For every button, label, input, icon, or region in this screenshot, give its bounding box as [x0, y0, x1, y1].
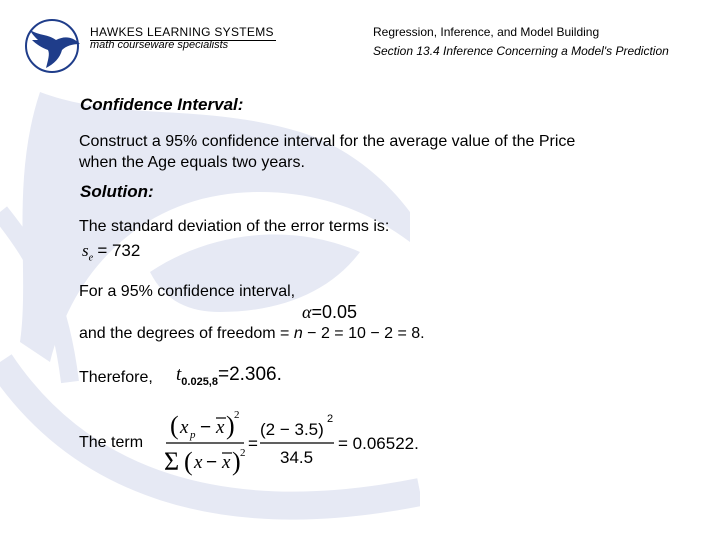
formula-den-power: 2	[240, 447, 246, 459]
t-value: =2.306.	[217, 364, 282, 385]
formula-den-right: x	[222, 452, 231, 473]
formula-sum: Σ	[164, 447, 180, 476]
section-title: Section 13.4 Inference Concerning a Model's Prediction	[373, 44, 669, 58]
alpha-symbol: α	[302, 302, 312, 322]
prompt-line-2: when the Age equals two years.	[79, 154, 305, 171]
df-n: n	[293, 325, 303, 342]
std-dev-text: The standard deviation of the error terms is:	[79, 218, 390, 235]
formula-den-left: x	[194, 452, 203, 473]
leverage-formula	[160, 405, 440, 477]
hawkes-eagle-logo-icon	[24, 18, 82, 74]
t-symbol: t	[176, 364, 182, 385]
alpha-expression	[302, 302, 357, 323]
chapter-title: Regression, Inference, and Model Building	[373, 25, 600, 39]
prompt-line-1: Construct a 95% confidence interval for the average value of the Price	[79, 133, 576, 150]
formula-paren-close: )	[226, 411, 235, 440]
t-subscript: 0.025,8	[181, 375, 218, 388]
df-suffix: − 2 = 10 − 2 = 8.	[302, 325, 425, 342]
df-prefix: and the degrees of freedom =	[79, 325, 294, 342]
formula-num-right: x	[216, 417, 225, 438]
formula-num-left: x	[180, 417, 189, 438]
formula-eval-power: 2	[327, 413, 334, 425]
formula-eval-numerator: (2 − 3.5)	[260, 420, 324, 439]
se-symbol: s	[82, 241, 89, 260]
company-tagline: math courseware specialists	[90, 39, 229, 51]
formula-result: = 0.06522.	[338, 434, 419, 453]
formula-paren-open: (	[170, 411, 179, 440]
term-text: The term	[79, 434, 144, 451]
therefore-text: Therefore,	[79, 369, 153, 386]
se-expression	[82, 241, 140, 263]
formula-num-power: 2	[234, 409, 240, 421]
formula-den-paren-close: )	[232, 447, 241, 476]
degrees-of-freedom-text	[79, 323, 425, 344]
formula-num-minus: −	[200, 417, 212, 438]
solution-heading: Solution:	[80, 182, 154, 201]
se-subscript: e	[88, 252, 94, 264]
formula-equals: =	[248, 434, 258, 453]
alpha-value: =0.05	[311, 302, 357, 322]
t-expression	[176, 364, 282, 388]
confidence-interval-heading: Confidence Interval:	[80, 95, 244, 114]
company-name: HAWKES LEARNING SYSTEMS	[90, 25, 274, 39]
ci-text: For a 95% confidence interval,	[79, 283, 296, 300]
formula-num-left-sub: p	[190, 429, 196, 441]
formula-den-minus: −	[206, 452, 218, 473]
formula-eval-denominator: 34.5	[280, 448, 314, 467]
se-value: = 732	[97, 241, 141, 260]
formula-den-paren-open: (	[184, 447, 193, 476]
